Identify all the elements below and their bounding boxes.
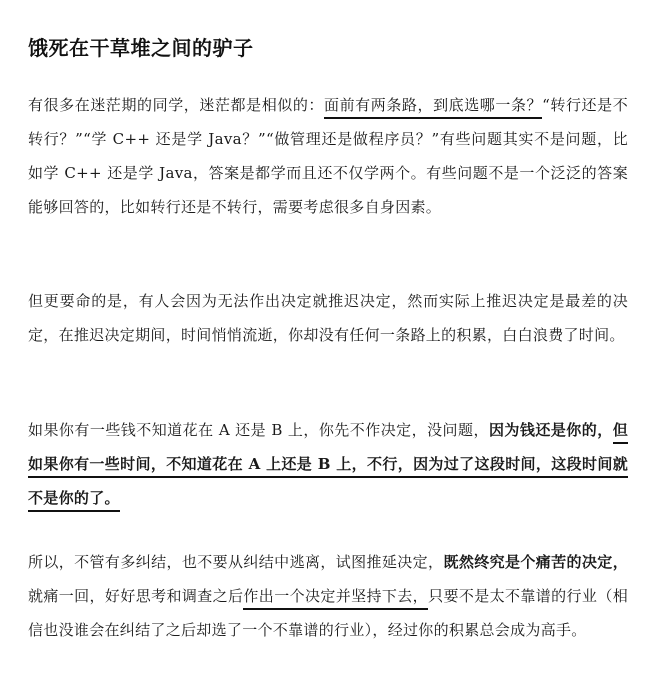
underlined-question: 面前有两条路，到底选哪一条？: [324, 96, 542, 119]
paragraph-1: [28, 88, 628, 224]
paragraph-1-rest: “转行还是不转行？”“学 C++ 还是学 Java？”“做管理还是做程序员？”有些问题其实不是问题，比如学 C++ 还是学 Java，答案是都学而且还不仅学两个。有些问题不是一个泛泛的答案能够回答的，比如转行还是不转行，需要考虑很多自身因素。: [28, 96, 629, 216]
page-title: 饿死在干草堆之间的驴子: [28, 36, 254, 60]
paragraph-3-intro: 如果你有一些钱不知道花在 A 还是 B 上，你先不作决定，没问题，: [28, 421, 489, 439]
paragraph-4-underlined: 作出一个决定并坚持下去，: [243, 587, 428, 610]
paragraph-4: [28, 545, 628, 647]
paragraph-3-bold: 因为钱还是你的，: [488, 421, 613, 439]
paragraph-1-intro: 有很多在迷茫期的同学，迷茫都是相似的：: [28, 96, 325, 114]
paragraph-4-intro: 所以，不管有多纠结，也不要从纠结中逃离，试图推延决定，: [28, 553, 444, 571]
paragraph-2-text: 但更要命的是，有人会因为无法作出决定就推迟决定，然而实际上推迟决定是最差的决定，在推迟决定期间，时间悄悄流逝，你却没有任何一条路上的积累，白白浪费了时间。: [28, 292, 628, 344]
paragraph-4-rest: 只要不是太不靠谱的行业（相信也没谁会在纠结了之后却选了一个不靠谱的行业），经过你的积累总会成为高手。: [28, 587, 629, 639]
paragraph-4-mid: 就痛一回，好好思考和调查之后: [28, 587, 244, 605]
paragraph-3-bold-underlined: 但如果你有一些时间，不知道花在 A 上还是 B 上，不行，因为过了这段时间，这段时间就不是你的了。: [28, 421, 628, 512]
paragraph-3: [28, 413, 628, 515]
paragraph-2: [28, 284, 628, 352]
paragraph-4-bold: 既然终究是个痛苦的决定，: [443, 553, 628, 571]
